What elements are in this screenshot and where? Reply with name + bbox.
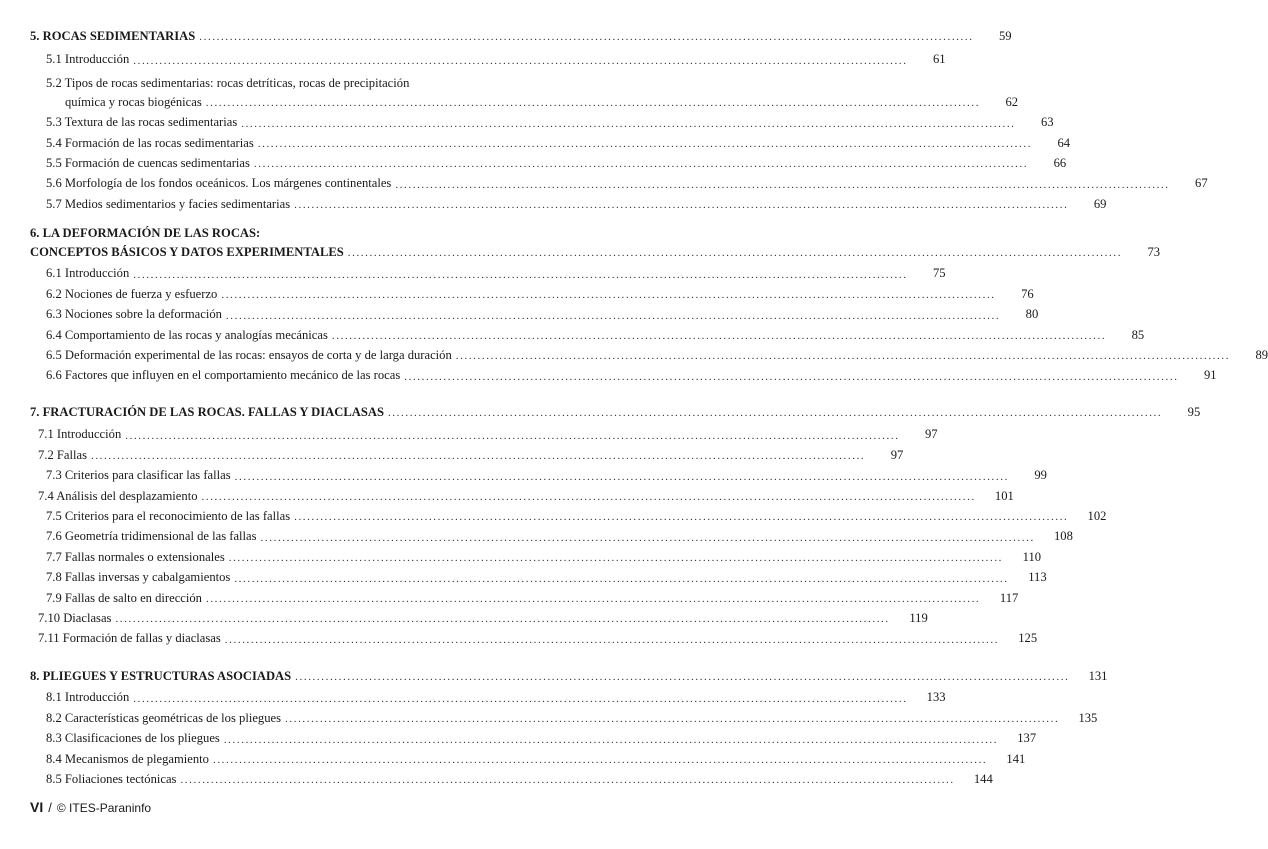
entry-label: 7.6 Geometría tridimensional de las fallas [46,526,261,546]
page-number: 95 [1187,405,1201,419]
entry-label: química y rocas biogénicas [65,92,206,112]
entry-label: 5.7 Medios sedimentarios y facies sedimentarias [46,194,294,214]
entry-label: 5.4 Formación de las rocas sedimentarias [46,133,258,153]
toc-entry-7-5 [30,506,1107,526]
toc-entry-7-1 [30,424,938,444]
dot-leader: .................................................................................................................................................................................. [260,531,1035,544]
entry-label: 5.3 Textura de las rocas sedimentarias [46,112,241,132]
dot-leader: .................................................................................................................................................................................. [225,309,1001,322]
dot-leader: .................................................................................................................................................................................. [455,350,1231,363]
publisher-credit: © ITES-Paraninfo [56,801,152,815]
page-number: 102 [1087,509,1107,524]
dot-leader: .................................................................................................................................................................................. [253,158,1029,171]
toc-entry-8-4 [30,749,1026,769]
entry-label: 6.2 Nociones de fuerza y esfuerzo [46,284,221,304]
entry-label: 7.2 Fallas [38,445,91,465]
toc-entry-7-11 [30,628,1038,648]
dot-leader: .................................................................................................................................................................................. [125,429,900,442]
entry-label: 7.9 Fallas de salto en dirección [46,588,206,608]
chapter-title: CONCEPTOS BÁSICOS Y DATOS EXPERIMENTALES [30,242,348,262]
entry-label: 7.1 Introducción [38,424,125,444]
page-number: 113 [1028,570,1047,585]
chapter-6 [30,224,1268,386]
toc-entry-5-1 [30,49,946,69]
page-number: 119 [909,611,928,626]
page-number: 63 [1040,115,1054,130]
entry-label: 7.11 Formación de fallas y diaclasas [38,628,225,648]
toc-entry-6-5 [30,345,1268,365]
dot-leader: .................................................................................................................................................................................. [294,511,1069,524]
page-number: 67 [1195,176,1208,191]
page-number: 91 [1203,368,1217,383]
toc-entry-5-2 [30,92,1019,112]
page-number: 73 [1147,245,1161,259]
entry-label: 7.10 Diaclasas [38,608,115,628]
entry-label: 8.4 Mecanismos de plegamiento [46,749,213,769]
dot-leader: .................................................................................................................................................................................. [212,754,988,767]
toc-entry-6-2 [30,284,1034,304]
toc-entry-8-5 [30,769,993,789]
chapter-5-heading [30,26,1012,46]
page-number: 80 [1025,307,1039,322]
toc-entry-5-7 [30,194,1107,214]
entry-label: 5.6 Morfología de los fondos oceánicos. Los márgenes continentales [46,173,395,193]
page-number: 99 [1034,468,1047,483]
toc-entry-8-3 [30,728,1037,748]
dot-leader: .................................................................................................................................................................................. [404,370,1179,383]
dot-leader: .................................................................................................................................................................................. [395,178,1170,191]
chapter-title: 5. ROCAS SEDIMENTARIAS [30,26,199,46]
chapter-5 [30,26,1208,214]
dot-leader: .................................................................................................................................................................................. [241,117,1016,130]
page-number: 133 [926,690,946,705]
entry-label: 5.5 Formación de cuencas sedimentarias [46,153,254,173]
page-number: 62 [1005,94,1019,109]
page-number: 59 [998,29,1012,43]
entry-label: 5.1 Introducción [46,49,133,69]
toc-entry-7-8 [30,567,1047,587]
entry-label: 8.3 Clasificaciones de los pliegues [46,728,224,748]
dot-leader: .................................................................................................................................................................................. [115,613,890,626]
toc-entry-7-3 [30,465,1047,485]
entry-label: 8.2 Características geométricas de los pliegues [46,708,285,728]
entry-label: 6.5 Deformación experimental de las rocas: ensayos de corta y de larga duración [46,345,456,365]
dot-leader: .................................................................................................................................................................................. [257,138,1033,151]
dot-leader: .................................................................................................................................................................................. [228,552,1004,565]
page-number: 75 [932,266,946,281]
dot-leader: .................................................................................................................................................................................. [180,774,955,787]
entry-label: 8.1 Introducción [46,687,133,707]
entry-label: 6.3 Nociones sobre la deformación [46,304,226,324]
page-number: 76 [1021,286,1034,301]
toc-entry-5-6 [30,173,1208,193]
entry-label: 7.3 Criterios para clasificar las fallas [46,465,235,485]
page-number: 61 [932,52,946,67]
toc-entry-7-9 [30,588,1019,608]
entry-label: 6.1 Introducción [46,263,133,283]
toc-entry-6-4 [30,325,1145,345]
chapter-title-line1: 6. LA DEFORMACIÓN DE LAS ROCAS: [30,226,261,240]
toc-entry-7-10 [30,608,928,628]
chapter-8-heading [30,666,1108,686]
dot-leader: .................................................................................................................................................................................. [90,450,866,463]
dot-leader: .................................................................................................................................................................................. [205,593,981,606]
page-numeral: VI [30,799,44,815]
toc-entry-5-5 [30,153,1067,173]
entry-label: 7.7 Fallas normales o extensionales [46,547,229,567]
page-number: 125 [1018,631,1038,646]
chapter-title: 8. PLIEGUES Y ESTRUCTURAS ASOCIADAS [30,666,295,686]
dot-leader: .................................................................................................................................................................................. [295,671,1070,684]
page-number: 135 [1078,710,1098,725]
chapter-6-heading [30,242,1161,262]
toc-entry-8-1 [30,687,946,707]
chapter-8 [30,666,1108,789]
dot-leader: .................................................................................................................................................................................. [133,268,908,281]
dot-leader: .................................................................................................................................................................................. [223,733,999,746]
entry-label: 7.8 Fallas inversas y cabalgamientos [46,567,234,587]
toc-entry-5-4 [30,133,1071,153]
dot-leader: .................................................................................................................................................................................. [221,289,996,302]
page-number: 64 [1057,135,1071,150]
dot-leader: .................................................................................................................................................................................. [205,97,981,110]
dot-leader: .................................................................................................................................................................................. [387,407,1163,420]
chapter-title: 7. FRACTURACIÓN DE LAS ROCAS. FALLAS Y DIACLASAS [30,402,388,422]
entry-label: 8.5 Foliaciones tectónicas [46,769,180,789]
toc-entry-5-2-line1: 5.2 Tipos de rocas sedimentarias: rocas detríticas, rocas de precipitación [46,75,410,90]
page-number: 108 [1053,529,1073,544]
dot-leader: .................................................................................................................................................................................. [133,54,908,67]
footer-separator: / [48,800,52,815]
page-number: 89 [1255,348,1268,363]
page-number: 85 [1131,327,1145,342]
dot-leader: .................................................................................................................................................................................. [285,713,1060,726]
page-number: 69 [1093,196,1107,211]
page-number: 131 [1088,669,1108,683]
page-number: 137 [1017,731,1037,746]
page-number: 66 [1053,156,1067,171]
page-number: 97 [924,427,938,442]
toc-entry-8-2 [30,708,1098,728]
page-number: 144 [973,772,993,787]
toc-entry-6-1 [30,263,946,283]
entry-label: 6.4 Comportamiento de las rocas y analogías mecánicas [46,325,332,345]
dot-leader: .................................................................................................................................................................................. [234,572,1009,585]
toc-entry-5-3 [30,112,1054,132]
page-number: 110 [1022,549,1042,564]
page-number: 101 [994,488,1014,503]
chapter-7 [30,402,1201,649]
page-number: 97 [890,447,904,462]
toc-entry-7-2 [30,445,904,465]
entry-label: 6.6 Factores que influyen en el comportamiento mecánico de las rocas [46,365,404,385]
toc-entry-7-4 [30,486,1014,506]
dot-leader: .................................................................................................................................................................................. [201,491,976,504]
dot-leader: .................................................................................................................................................................................. [294,199,1069,212]
dot-leader: .................................................................................................................................................................................. [133,692,908,705]
toc-entry-6-6 [30,365,1217,385]
page-footer [30,799,151,815]
page-number: 117 [999,590,1019,605]
toc-entry-6-3 [30,304,1039,324]
toc-entry-7-6 [30,526,1073,546]
dot-leader: .................................................................................................................................................................................. [224,633,1000,646]
toc-entry-7-7 [30,547,1042,567]
entry-label: 7.4 Análisis del desplazamiento [38,486,202,506]
chapter-7-heading [30,402,1201,422]
page-number: 141 [1006,751,1026,766]
dot-leader: .................................................................................................................................................................................. [347,247,1123,260]
dot-leader: .................................................................................................................................................................................. [199,31,974,44]
dot-leader: .................................................................................................................................................................................. [331,330,1107,343]
entry-label: 7.5 Criterios para el reconocimiento de las fallas [46,506,294,526]
dot-leader: .................................................................................................................................................................................. [234,470,1009,483]
